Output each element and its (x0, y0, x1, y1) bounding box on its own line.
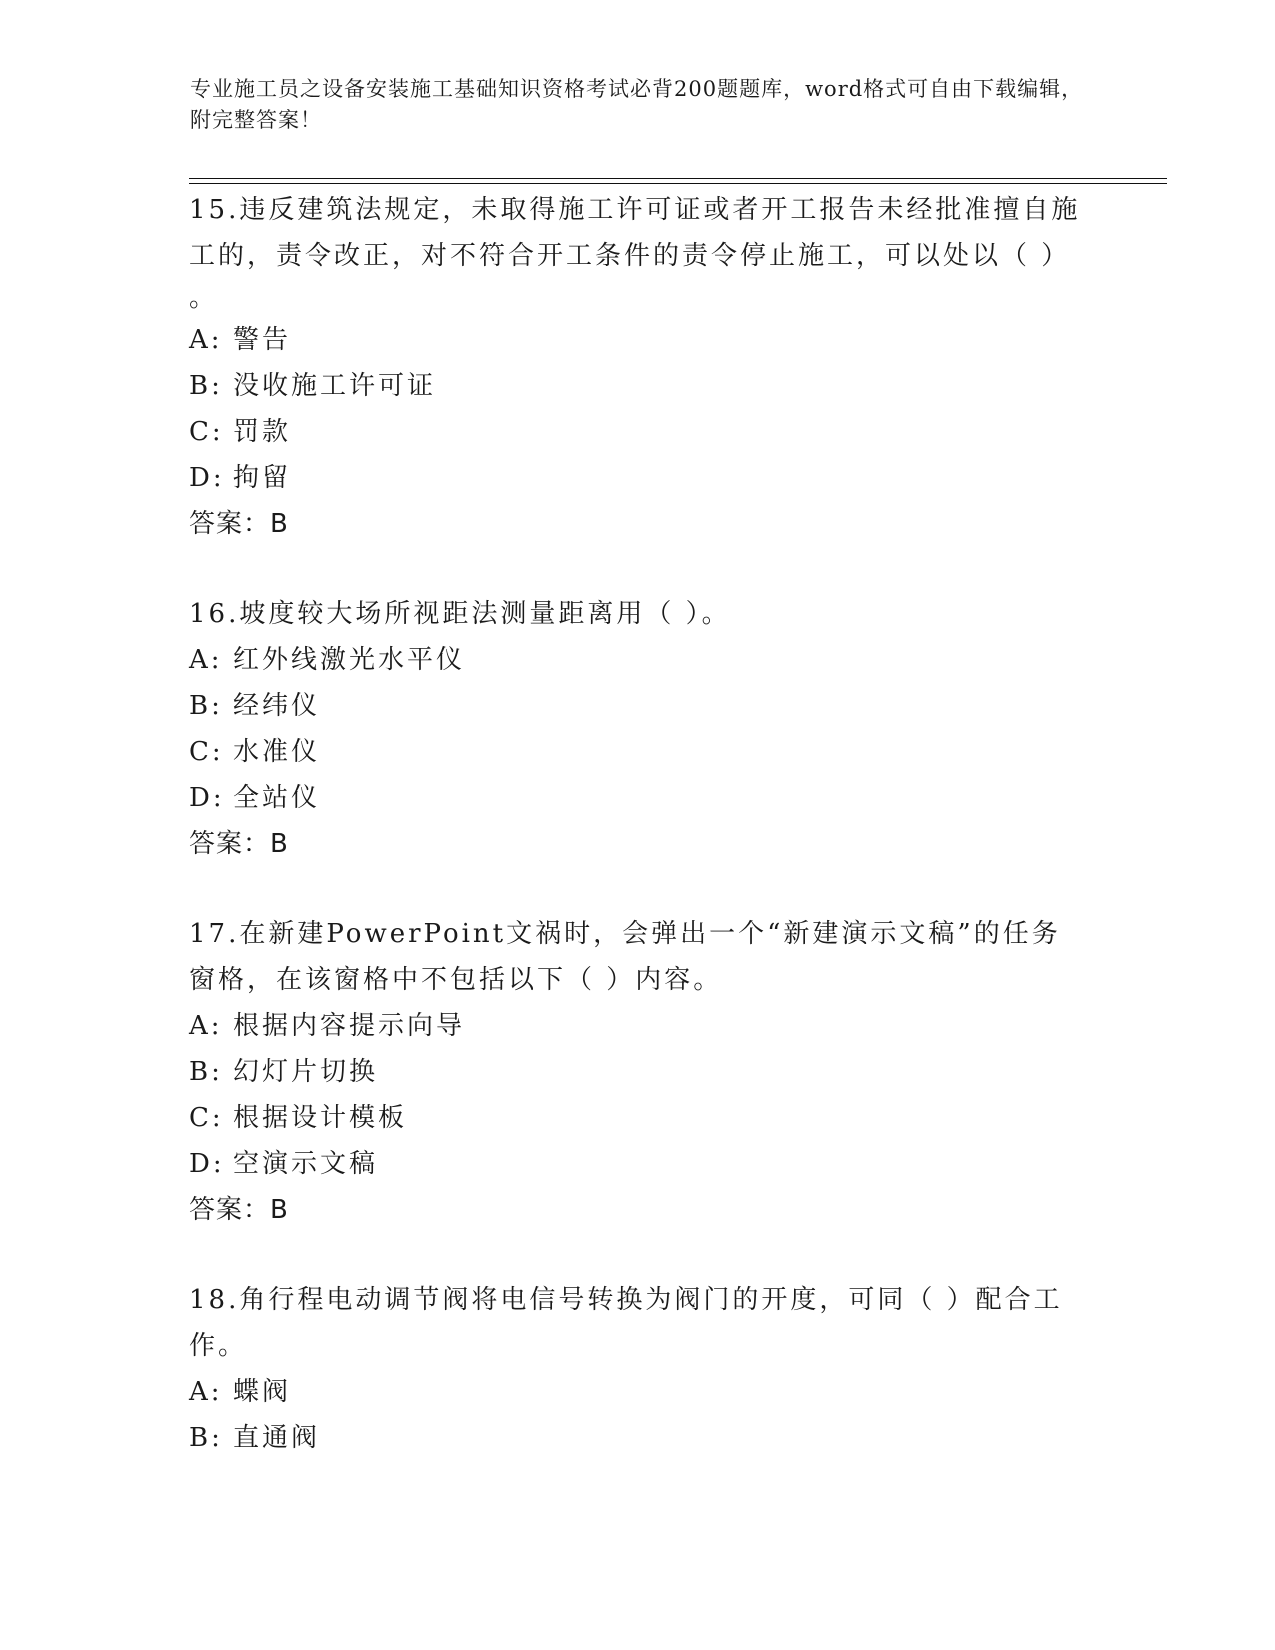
option-text: 水准仪 (233, 737, 321, 767)
option-text: 经纬仪 (233, 691, 321, 721)
answer-line: 答案：B (189, 829, 289, 859)
option-b (189, 1415, 1089, 1461)
option-c (189, 729, 1089, 775)
option-text: 蝶阀 (233, 1377, 292, 1407)
option-text: 根据设计模板 (233, 1103, 408, 1133)
question-block-15 (189, 187, 1089, 547)
option-b (189, 1049, 1089, 1095)
option-text: 根据内容提示向导 (233, 1011, 466, 1041)
option-letter: B: (189, 371, 223, 401)
option-letter: C: (189, 1103, 224, 1133)
option-letter: B: (189, 691, 223, 721)
option-text: 警告 (233, 325, 292, 355)
question-block-17 (189, 911, 1089, 1233)
question-stem: 17.在新建PowerPoint文祸时，会弹出一个“新建演示文稿”的任务窗格，在该窗格中不包括以下（ ）内容。 (189, 919, 1061, 995)
question-stem: 16.坡度较大场所视距法测量距离用（ ）。 (189, 599, 731, 629)
option-letter: A: (189, 1377, 223, 1407)
option-text: 拘留 (233, 463, 292, 493)
option-text: 红外线激光水平仪 (233, 645, 466, 675)
question-stem: 15.违反建筑法规定，未取得施工许可证或者开工报告未经批准擅自施工的，责令改正，对不符合开工条件的责令停止施工，可以处以（ ） (189, 195, 1081, 271)
question-block-16 (189, 591, 1089, 867)
option-text: 直通阀 (233, 1423, 321, 1453)
option-letter: C: (189, 417, 224, 447)
option-letter: D: (189, 783, 225, 813)
option-letter: A: (189, 645, 223, 675)
question-text (189, 187, 1089, 317)
header-divider-bottom (189, 183, 1167, 184)
question-text (189, 1277, 1089, 1369)
document-header: 专业施工员之设备安装施工基础知识资格考试必背200题题库，word格式可自由下载编辑，附完整答案！ (190, 77, 1084, 132)
answer-line: 答案：B (189, 509, 289, 539)
option-text: 全站仪 (233, 783, 321, 813)
option-c (189, 1095, 1089, 1141)
option-letter: D: (189, 463, 225, 493)
answer-line: 答案：B (189, 1195, 289, 1225)
option-letter: C: (189, 737, 224, 767)
question-trailing-mark: 。 (189, 283, 219, 313)
option-letter: D: (189, 1149, 225, 1179)
header-divider-top (189, 178, 1167, 179)
option-letter: A: (189, 1011, 223, 1041)
option-text: 没收施工许可证 (233, 371, 437, 401)
option-c (189, 409, 1089, 455)
option-letter: B: (189, 1423, 223, 1453)
option-a (189, 317, 1089, 363)
question-text (189, 591, 1089, 637)
option-d (189, 1141, 1089, 1187)
option-text: 空演示文稿 (233, 1149, 379, 1179)
option-text: 罚款 (233, 417, 292, 447)
option-b (189, 683, 1089, 729)
question-block-18 (189, 1277, 1089, 1461)
question-text (189, 911, 1089, 1003)
question-stem: 18.角行程电动调节阀将电信号转换为阀门的开度，可同（ ）配合工作。 (189, 1285, 1063, 1361)
option-d (189, 775, 1089, 821)
option-letter: A: (189, 325, 223, 355)
option-a (189, 1003, 1089, 1049)
option-letter: B: (189, 1057, 223, 1087)
option-a (189, 1369, 1089, 1415)
option-text: 幻灯片切换 (233, 1057, 379, 1087)
option-a (189, 637, 1089, 683)
option-b (189, 363, 1089, 409)
option-d (189, 455, 1089, 501)
question-list (189, 187, 1089, 1505)
